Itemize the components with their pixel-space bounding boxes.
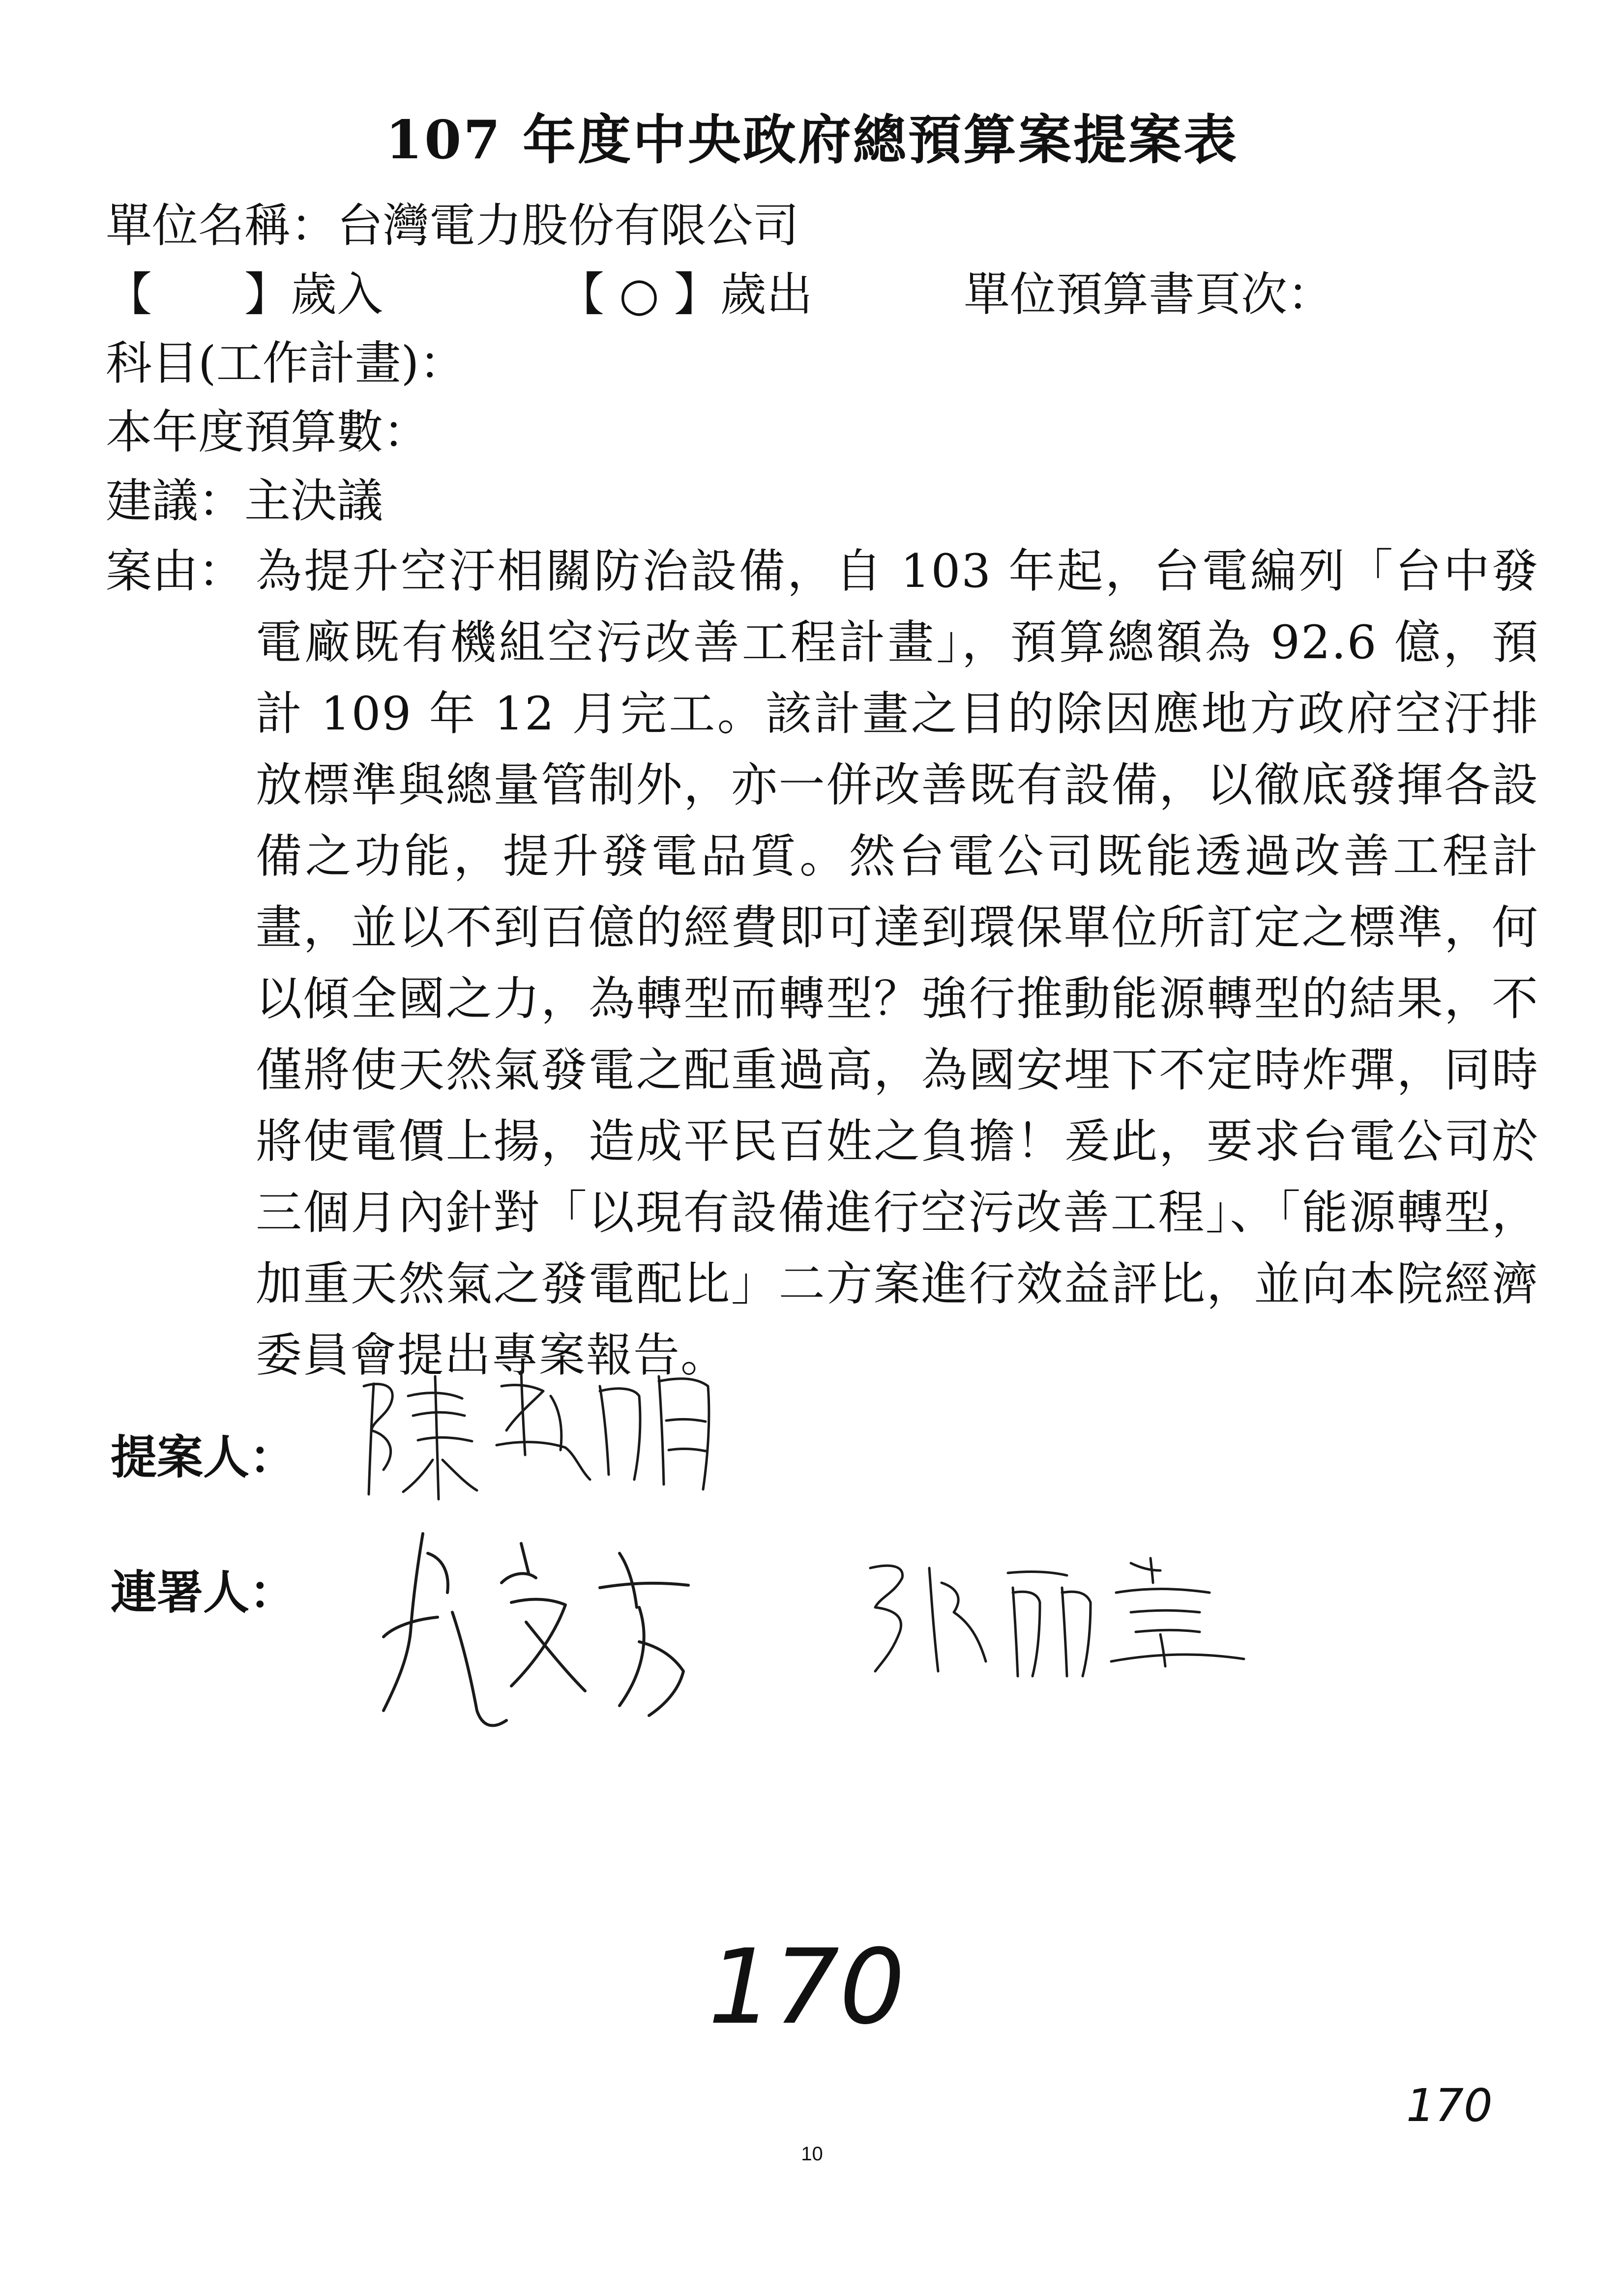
revenue-checkbox-label: 【 】歲入 bbox=[106, 268, 384, 321]
expense-checkbox-label: 【 ○ 】歲出 bbox=[558, 268, 813, 321]
cosigner-signature-2 bbox=[856, 1548, 1259, 1696]
handwritten-number-small: 170 bbox=[1406, 2079, 1493, 2132]
reason-label: 案由： bbox=[106, 545, 245, 598]
budget-page-label: 單位預算書頁次： bbox=[964, 268, 1334, 321]
cosigner-signature-1 bbox=[364, 1524, 747, 1740]
proposer-label: 提案人： bbox=[111, 1430, 296, 1484]
budget-amount-line: 本年度預算數： bbox=[106, 406, 430, 459]
proposer-signature bbox=[344, 1357, 738, 1504]
reason-text: 為提升空汙相關防治設備，自 103 年起，台電編列「台中發電廠既有機組空污改善工程計畫」，預算總額為 92.6 億，預計 109 年 12 月完工。該計畫之目的除因應地方政府空汙排放標準與總量管制外，亦一併改善既有設備，以徹底發揮各設備之功能，提升發電品質。然台電公司既能透過改善工程計畫，並以不到百億的經費即可達到環保單位所訂定之標準，何以傾全國之力，為轉型而轉型？強行推動能源轉型的結果，不僅將使天然氣發電之配重過高，為國安埋下不定時炸彈，同時將使電價上揚，造成平民百姓之負擔！爰此，要求台電公司於三個月內針對「以現有設備進行空污改善工程」、「能源轉型，加重天然氣之發電配比」二方案進行效益評比，並向本院經濟委員會提出專案報告。 bbox=[256, 545, 1539, 1382]
unit-name-line: 單位名稱：台灣電力股份有限公司 bbox=[106, 199, 799, 253]
subject-line: 科目(工作計畫)： bbox=[106, 337, 466, 390]
document-title: 107 年度中央政府總預算案提案表 bbox=[385, 109, 1239, 171]
handwritten-number-large: 170 bbox=[708, 1927, 905, 2047]
cosigner-label: 連署人： bbox=[111, 1566, 296, 1620]
page-number: 10 bbox=[801, 2143, 823, 2165]
suggestion-line: 建議：主決議 bbox=[106, 474, 384, 528]
